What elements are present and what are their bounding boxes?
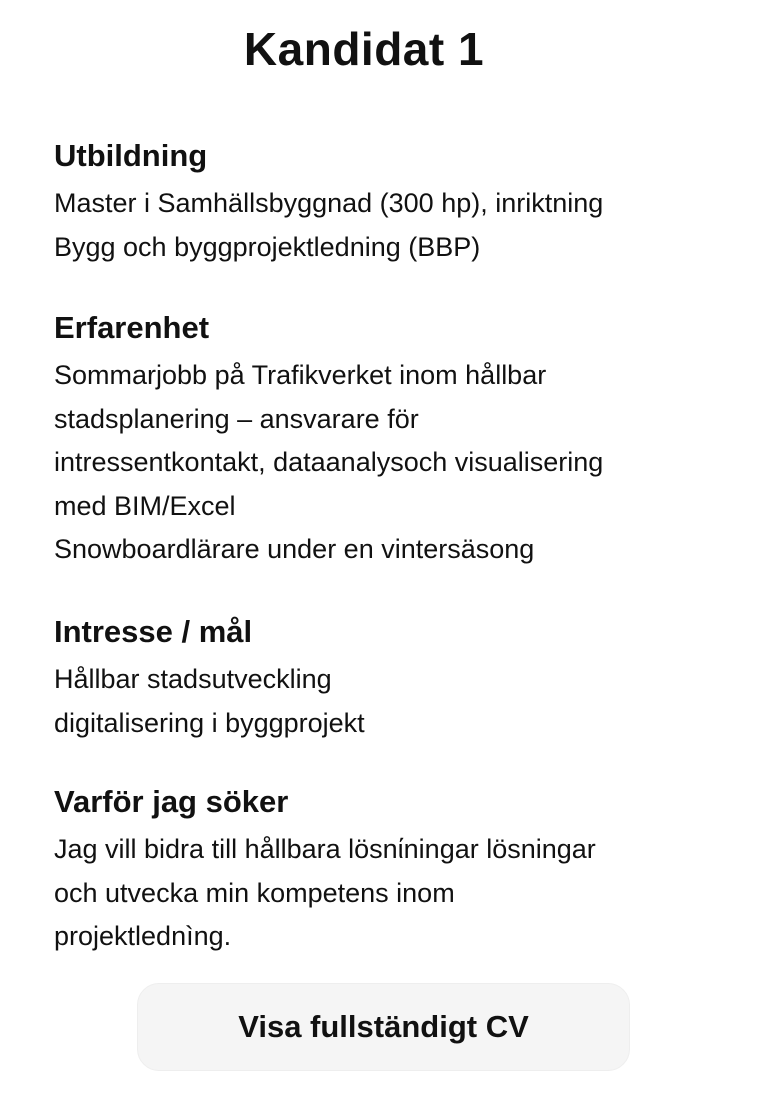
section-text-line: med BIM/Excel	[54, 490, 236, 521]
section-varfor	[54, 782, 734, 959]
section-heading: Varför jag söker	[54, 784, 289, 819]
section-intresse	[54, 612, 734, 745]
section-text-line: Jag vill bidra till hållbara lösnίningar lösningar	[54, 834, 596, 864]
section-text-line: projektlednìng.	[54, 921, 232, 951]
page-title: Kandidat 1	[243, 23, 485, 75]
section-utbildning	[54, 136, 734, 269]
show-full-cv-button[interactable]: Visa fullständigt CV	[137, 983, 630, 1071]
section-text-line: Snowboardlärare under en vintersäsong	[54, 534, 535, 564]
section-heading: Intresse / mål	[54, 614, 253, 649]
section-text-line: intressentkontakt, dataanalysoch visualisering	[54, 447, 604, 477]
section-heading: Erfarenhet	[54, 310, 210, 345]
section-text-line: stadsplanering – ansvarare för	[54, 403, 419, 434]
section-text-line: Sommarjobb på Trafikverket inom hållbar	[54, 360, 547, 390]
section-text-line: Master i Samhällsbyggnad (300 hp), inriktning	[54, 188, 604, 218]
section-heading: Utbildning	[54, 138, 208, 173]
section-text-line: Bygg och byggprojektledning (BBP)	[54, 231, 481, 262]
section-text-line: digitalisering i byggprojekt	[54, 707, 365, 738]
section-text-line: Hållbar stadsutveckling	[54, 664, 332, 694]
section-erfarenhet	[54, 308, 734, 572]
section-text-line: och utvecka min kompetens inom	[54, 877, 455, 908]
